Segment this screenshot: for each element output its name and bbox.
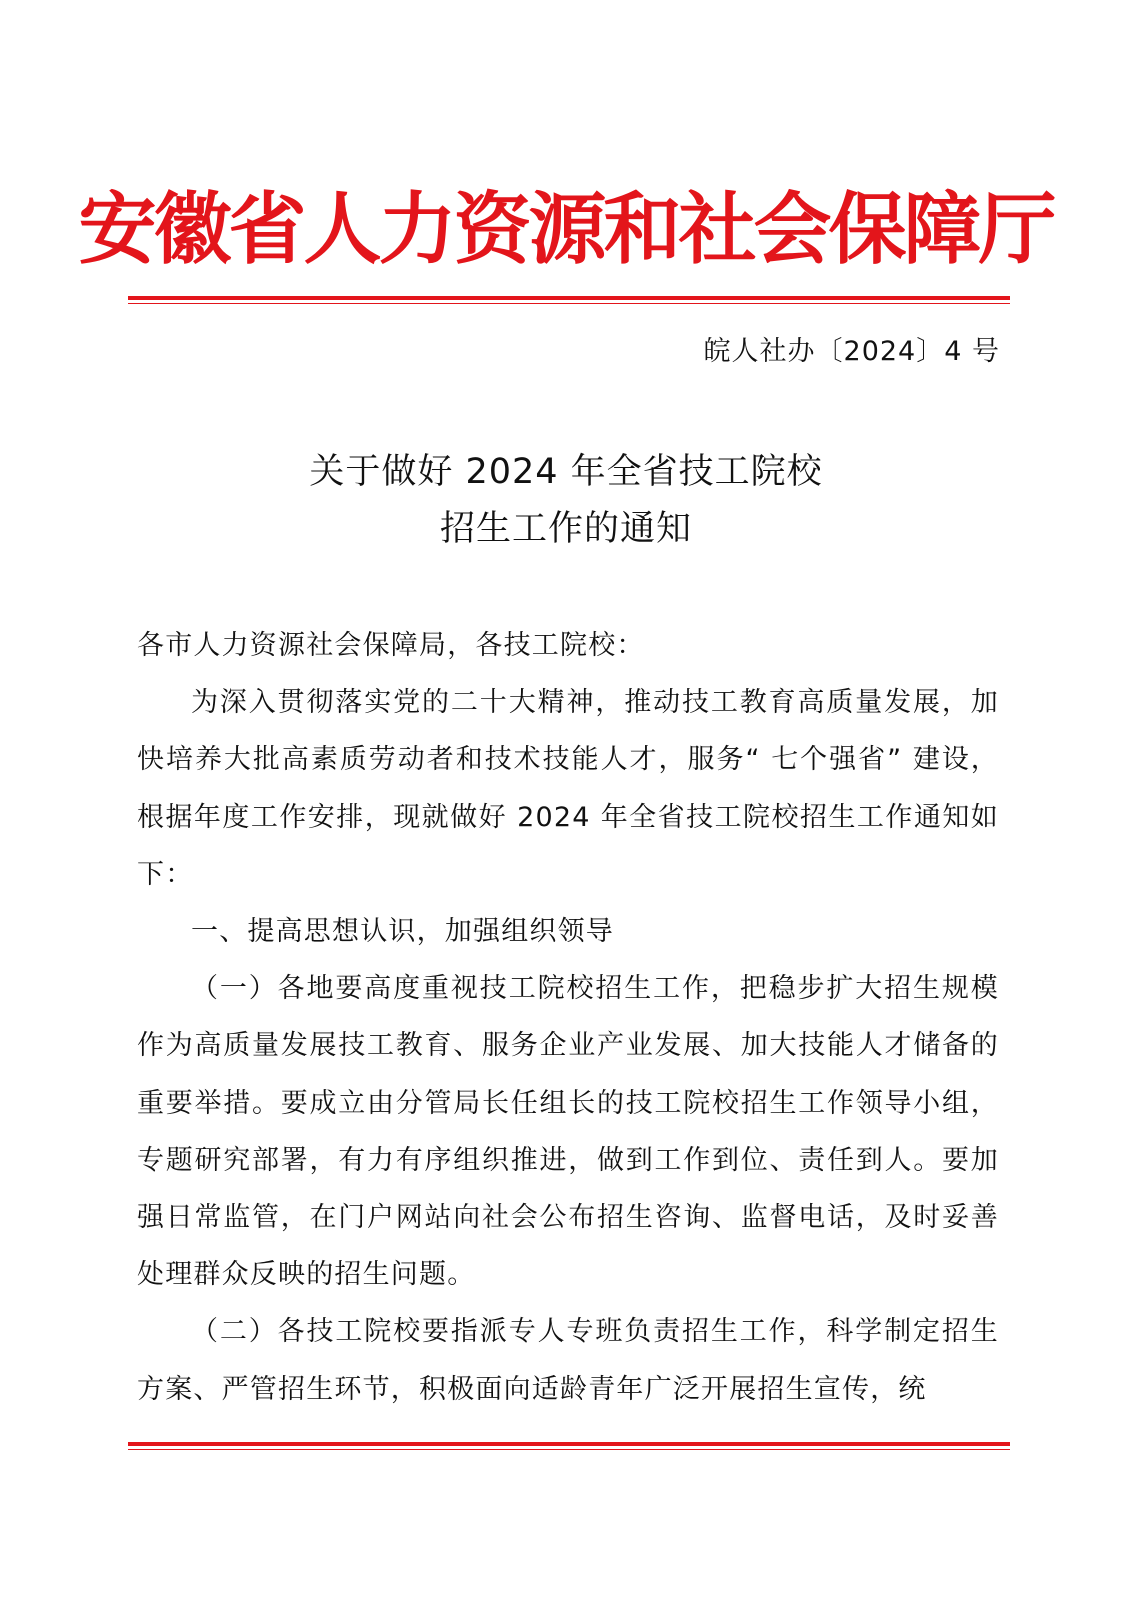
header-divider [128, 296, 1010, 304]
title-line-2: 招生工作的通知 [439, 509, 692, 549]
salutation: 各市人力资源社会保障局，各技工院校： [137, 630, 645, 661]
document-body [137, 617, 999, 1418]
body-paragraph-intro: 为深入贯彻落实党的二十大精神，推动技工教育高质量发展，加快培养大批高素质劳动者和技术技能人才，服务“ 七个强省” 建设，根据年度工作安排，现就做好 2024 年全省技工院校招生工作通知如下： [137, 687, 999, 890]
footer-divider [128, 1442, 1010, 1450]
document-title [0, 444, 1132, 558]
document-number: 皖人社办〔2024〕4 号 [703, 336, 1000, 367]
title-line-1: 关于做好 2024 年全省技工院校 [309, 452, 823, 492]
body-paragraph-2: （二）各技工院校要指派专人专班负责招生工作，科学制定招生方案、严管招生环节，积极面向适龄青年广泛开展招生宣传，统 [137, 1316, 999, 1405]
agency-masthead: 安徽省人力资源和社会保障厅 [78, 184, 1054, 275]
section-heading-1: 一、提高思想认识，加强组织领导 [191, 916, 614, 948]
body-paragraph-1: （一）各地要高度重视技工院校招生工作，把稳步扩大招生规模作为高质量发展技工教育、服务企业产业发展、加大技能人才储备的重要举措。要成立由分管局长任组长的技工院校招生工作领导小组，专题研究部署，有力有序组织推进，做到工作到位、责任到人。要加强日常监管，在门户网站向社会公布招生咨询、监督电话，及时妥善处理群众反映的招生问题。 [137, 973, 999, 1291]
